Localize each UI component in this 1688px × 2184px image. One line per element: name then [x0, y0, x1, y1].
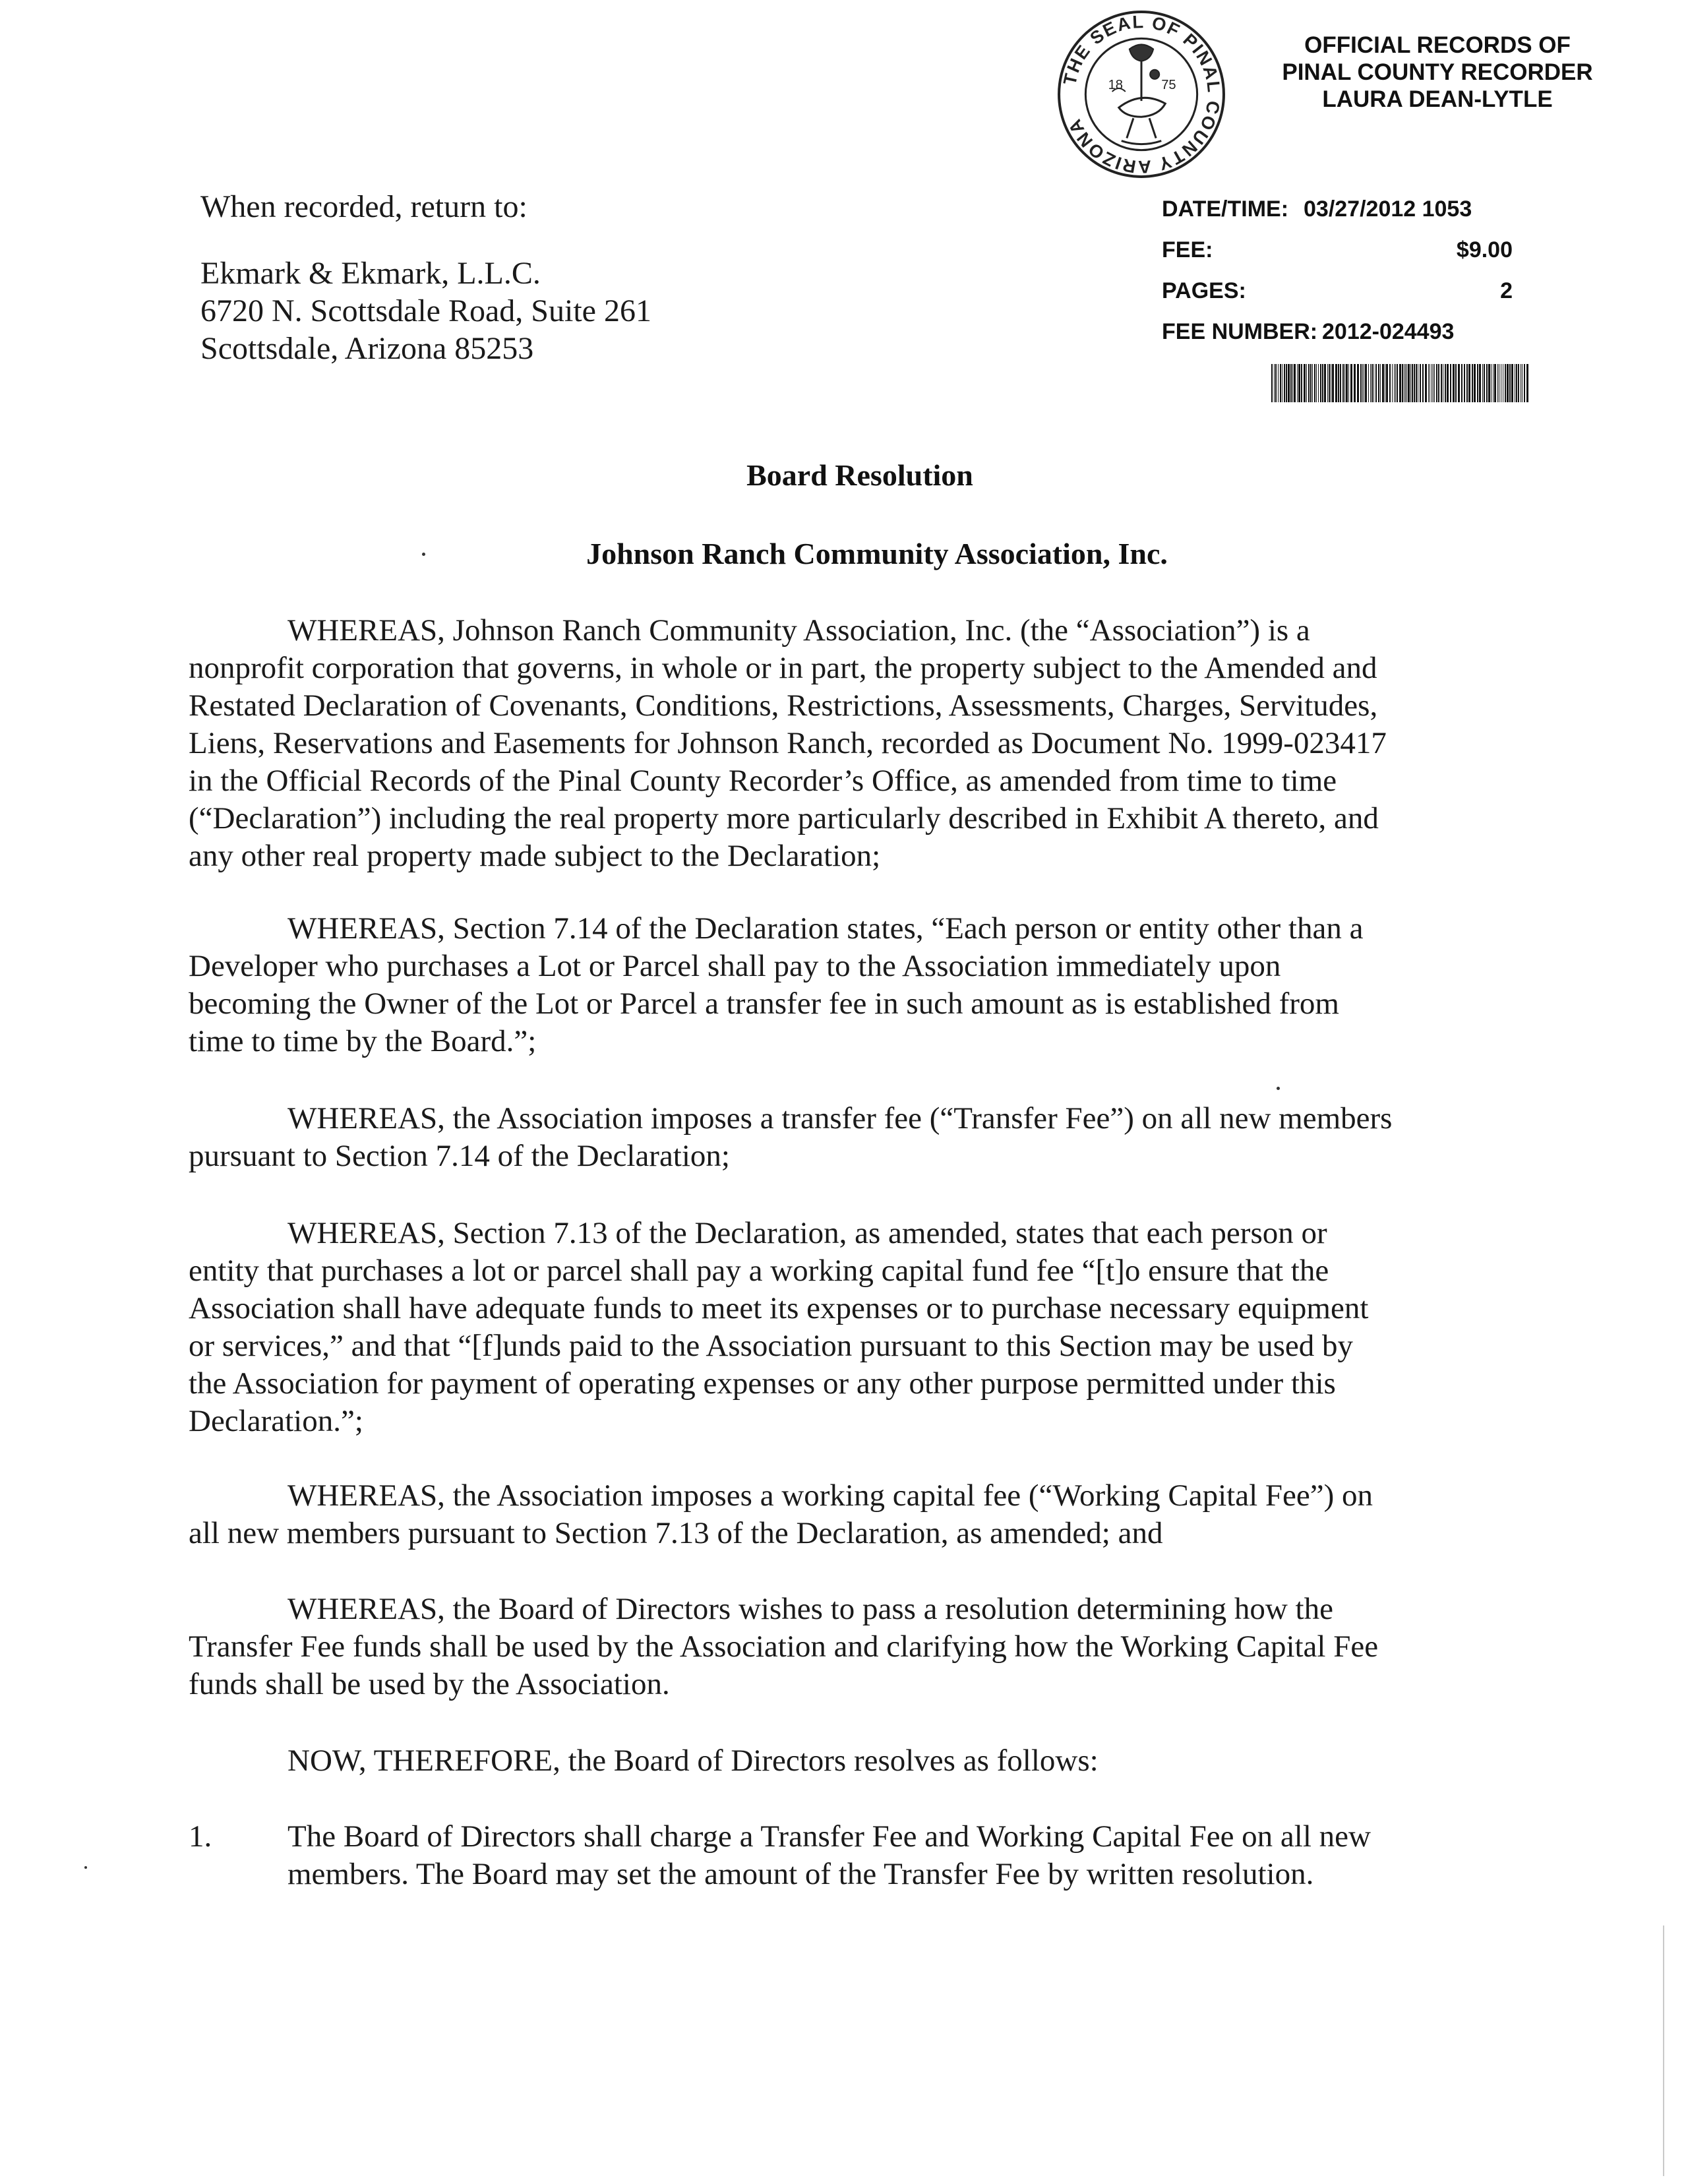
barcode-bar: [1461, 364, 1462, 402]
barcode-bar: [1468, 364, 1470, 402]
return-address: [200, 188, 794, 367]
seal-year-right: 75: [1161, 77, 1176, 92]
barcode-bar: [1350, 364, 1352, 402]
barcode-bar: [1479, 364, 1481, 402]
barcode-bar: [1497, 364, 1498, 402]
recorder-office-line1: OFFICIAL RECORDS OF: [1304, 32, 1571, 58]
whereas-paragraph-2: [189, 910, 1491, 1060]
barcode-bar: [1382, 364, 1384, 402]
item-line: The Board of Directors shall charge a Transfer Fee and Working Capital Fee on all new: [287, 1819, 1371, 1854]
paragraph-first-line: WHEREAS, the Board of Directors wishes to pass a resolution determining how the: [287, 1592, 1333, 1626]
fee-value: $9.00: [1456, 237, 1513, 262]
barcode-bar: [1420, 364, 1421, 402]
barcode-bar: [1425, 364, 1427, 402]
paragraph-line: or services,” and that “[f]unds paid to the Association pursuant to this Section may be used by: [189, 1329, 1354, 1363]
barcode-bar: [1518, 364, 1519, 402]
stray-mark: [1277, 1087, 1280, 1090]
paragraph-line: becoming the Owner of the Lot or Parcel a transfer fee in such amount as is established from: [189, 986, 1339, 1021]
fee-number-value: 2012-024493: [1322, 319, 1455, 344]
fee-row: [1162, 237, 1518, 278]
paragraph-line: Liens, Reservations and Easements for Johnson Ranch, recorded as Document No. 1999-023417: [189, 726, 1387, 760]
barcode-bar: [1455, 364, 1457, 402]
paragraph-line: in the Official Records of the Pinal County Recorder’s Office, as amended from time to time: [189, 764, 1337, 798]
barcode-bar: [1477, 364, 1478, 402]
barcode-bar: [1314, 364, 1315, 402]
return-line-1: Ekmark & Ekmark, L.L.C.: [200, 256, 541, 291]
recording-info: [1162, 197, 1518, 360]
barcode-bar: [1354, 364, 1356, 402]
barcode-bar: [1410, 364, 1411, 402]
datetime-row: [1162, 197, 1518, 237]
paragraph-line: the Association for payment of operating expenses or any other purpose permitted under this: [189, 1366, 1336, 1401]
whereas-paragraph-5: [189, 1477, 1491, 1552]
barcode-bar: [1464, 364, 1465, 402]
paragraph-line: (“Declaration”) including the real property more particularly described in Exhibit A thereto, and: [189, 801, 1379, 835]
barcode-bar: [1370, 364, 1371, 402]
barcode-bar: [1320, 364, 1321, 402]
fee-number-label: FEE NUMBER:: [1162, 319, 1318, 344]
barcode-bar: [1436, 364, 1437, 402]
barcode-bar: [1392, 364, 1393, 402]
barcode-bar: [1524, 364, 1525, 402]
barcode-bar: [1338, 364, 1339, 402]
barcode-bar: [1378, 364, 1379, 402]
paragraph-first-line: WHEREAS, Johnson Ranch Community Association, Inc. (the “Association”) is a: [287, 613, 1310, 648]
paragraph-first-line: WHEREAS, the Association imposes a transfer fee (“Transfer Fee”) on all new members: [287, 1101, 1393, 1136]
whereas-paragraph-3: [189, 1100, 1491, 1175]
barcode-bar: [1505, 364, 1506, 402]
fee-number-row: [1162, 319, 1518, 360]
barcode-bar: [1342, 364, 1344, 402]
barcode-bar: [1340, 364, 1341, 402]
return-line-2: 6720 N. Scottsdale Road, Suite 261: [200, 293, 651, 328]
paragraph-line: Developer who purchases a Lot or Parcel shall pay to the Association immediately upon: [189, 949, 1281, 983]
barcode-bar: [1488, 364, 1490, 402]
item-line: members. The Board may set the amount of the Transfer Fee by written resolution.: [287, 1857, 1314, 1891]
barcode-bar: [1372, 364, 1373, 402]
barcode-bar: [1408, 364, 1410, 402]
barcode-bar: [1365, 364, 1367, 402]
barcode-bar: [1416, 364, 1417, 402]
paragraph-line: Restated Declaration of Covenants, Conditions, Restrictions, Assessments, Charges, Servitudes,: [189, 688, 1378, 723]
recorder-name: LAURA DEAN-LYTLE: [1322, 86, 1553, 112]
barcode-bar: [1357, 364, 1359, 402]
barcode-bar: [1298, 364, 1300, 402]
barcode-bar: [1324, 364, 1326, 402]
barcode-bar: [1375, 364, 1377, 402]
barcode-bar: [1434, 364, 1435, 402]
barcode-bar: [1327, 364, 1328, 402]
barcode-bar: [1394, 364, 1395, 402]
barcode-bar: [1306, 364, 1307, 402]
barcode-bar: [1509, 364, 1511, 402]
barcode-bar: [1516, 364, 1517, 402]
barcode-bar: [1482, 364, 1483, 402]
fee-label: FEE:: [1162, 237, 1213, 262]
pages-row: [1162, 278, 1518, 319]
whereas-paragraph-4: [189, 1215, 1491, 1440]
paragraph-first-line: WHEREAS, the Association imposes a working capital fee (“Working Capital Fee”) on: [287, 1478, 1373, 1513]
barcode-bar: [1346, 364, 1348, 402]
recorder-header: [1226, 32, 1648, 113]
barcode-bar: [1316, 364, 1317, 402]
barcode-bar: [1441, 364, 1442, 402]
barcode-bar: [1304, 364, 1306, 402]
paragraph-line: any other real property made subject to the Declaration;: [189, 839, 881, 873]
paragraph-first-line: WHEREAS, Section 7.13 of the Declaration, as amended, states that each person or: [287, 1216, 1327, 1250]
barcode-bar: [1453, 364, 1455, 402]
barcode-bar: [1297, 364, 1298, 402]
pages-label: PAGES:: [1162, 278, 1246, 303]
paragraph-line: entity that purchases a lot or parcel shall pay a working capital fund fee “[t]o ensure that the: [189, 1254, 1329, 1288]
barcode-bar: [1280, 364, 1281, 402]
barcode-bar: [1278, 364, 1279, 402]
barcode-bar: [1399, 364, 1401, 402]
barcode-bar: [1472, 364, 1473, 402]
barcode-bar: [1322, 364, 1323, 402]
barcode-bar: [1445, 364, 1446, 402]
barcode-bar: [1274, 364, 1275, 402]
paragraph-line: Transfer Fee funds shall be used by the Association and clarifying how the Working Capital Fee: [189, 1629, 1379, 1664]
item-text: [287, 1818, 1491, 1893]
barcode-bar: [1405, 364, 1406, 402]
barcode-bar: [1474, 364, 1476, 402]
paragraph-line: pursuant to Section 7.14 of the Declaration;: [189, 1139, 730, 1173]
return-line-3: Scottsdale, Arizona 85253: [200, 331, 534, 366]
barcode-bar: [1389, 364, 1391, 402]
paragraph-line: nonprofit corporation that governs, in whole or in part, the property subject to the Amended and: [189, 651, 1377, 685]
barcode-bar: [1395, 364, 1396, 402]
whereas-paragraph-6: [189, 1591, 1491, 1703]
paragraph-line: Association shall have adequate funds to meet its expenses or to purchase necessary equipment: [189, 1291, 1369, 1325]
paragraph-line: time to time by the Board.”;: [189, 1024, 537, 1058]
barcode-bar: [1491, 364, 1492, 402]
barcode: [1271, 364, 1528, 402]
document-title: Board Resolution: [746, 458, 973, 492]
barcode-bar: [1348, 364, 1349, 402]
barcode-bar: [1271, 364, 1273, 402]
barcode-bar: [1275, 364, 1277, 402]
barcode-bar: [1329, 364, 1330, 402]
barcode-bar: [1458, 364, 1460, 402]
barcode-bar: [1484, 364, 1485, 402]
paragraph-line: Declaration.”;: [189, 1404, 363, 1438]
barcode-bar: [1412, 364, 1413, 402]
barcode-bar: [1288, 364, 1290, 402]
barcode-bar: [1301, 364, 1302, 402]
barcode-bar: [1414, 364, 1415, 402]
paragraph-line: funds shall be used by the Association.: [189, 1667, 670, 1701]
barcode-bar: [1422, 364, 1424, 402]
barcode-bar: [1494, 364, 1496, 402]
barcode-bar: [1373, 364, 1374, 402]
barcode-bar: [1466, 364, 1468, 402]
barcode-bar: [1362, 364, 1363, 402]
barcode-bar: [1397, 364, 1398, 402]
barcode-bar: [1511, 364, 1513, 402]
barcode-bar: [1406, 364, 1407, 402]
barcode-bar: [1318, 364, 1319, 402]
return-label: When recorded, return to:: [200, 189, 528, 224]
stray-mark: [422, 553, 425, 556]
barcode-bar: [1368, 364, 1369, 402]
barcode-bar: [1332, 364, 1334, 402]
document-subtitle: Johnson Ranch Community Association, Inc.: [586, 537, 1168, 570]
barcode-bar: [1507, 364, 1509, 402]
paragraph-first-line: WHEREAS, Section 7.14 of the Declaration states, “Each person or entity other than a: [287, 911, 1364, 946]
barcode-bar: [1286, 364, 1287, 402]
paragraph-line: all new members pursuant to Section 7.13 of the Declaration, as amended; and: [189, 1516, 1163, 1550]
barcode-bar: [1360, 364, 1362, 402]
seal-emblem-icon: [1112, 44, 1166, 144]
item-number: 1.: [189, 1819, 212, 1854]
barcode-bar: [1486, 364, 1488, 402]
barcode-bar: [1386, 364, 1388, 402]
barcode-bar: [1310, 364, 1311, 402]
recorder-office-line2: PINAL COUNTY RECORDER: [1282, 59, 1593, 85]
numbered-item-1: [189, 1818, 1491, 1897]
barcode-bar: [1335, 364, 1337, 402]
whereas-paragraph-1: [189, 612, 1491, 875]
barcode-bar: [1450, 364, 1451, 402]
barcode-bar: [1292, 364, 1293, 402]
barcode-bar: [1290, 364, 1292, 402]
paragraph-first-line: NOW, THEREFORE, the Board of Directors resolves as follows:: [287, 1744, 1099, 1778]
stray-mark: [84, 1866, 87, 1869]
barcode-bar: [1428, 364, 1429, 402]
barcode-bar: [1438, 364, 1439, 402]
barcode-bar: [1344, 364, 1345, 402]
seal-ring-text: THE SEAL OF PINAL COUNTY ARIZONA: [1059, 11, 1225, 178]
resolution-intro: [189, 1742, 1491, 1780]
barcode-bar: [1380, 364, 1381, 402]
barcode-bar: [1312, 364, 1313, 402]
barcode-bar: [1308, 364, 1310, 402]
barcode-bar: [1526, 364, 1528, 402]
county-seal: [1055, 8, 1228, 181]
barcode-bar: [1284, 364, 1285, 402]
pages-value: 2: [1500, 278, 1513, 303]
barcode-bar: [1402, 364, 1403, 402]
scan-edge-line: [1663, 1926, 1664, 2176]
barcode-bar: [1447, 364, 1449, 402]
barcode-bar: [1294, 364, 1296, 402]
datetime-label: DATE/TIME:: [1162, 197, 1289, 222]
seal-year-left: 18: [1108, 77, 1124, 92]
datetime-value: 03/27/2012 1053: [1304, 197, 1472, 222]
